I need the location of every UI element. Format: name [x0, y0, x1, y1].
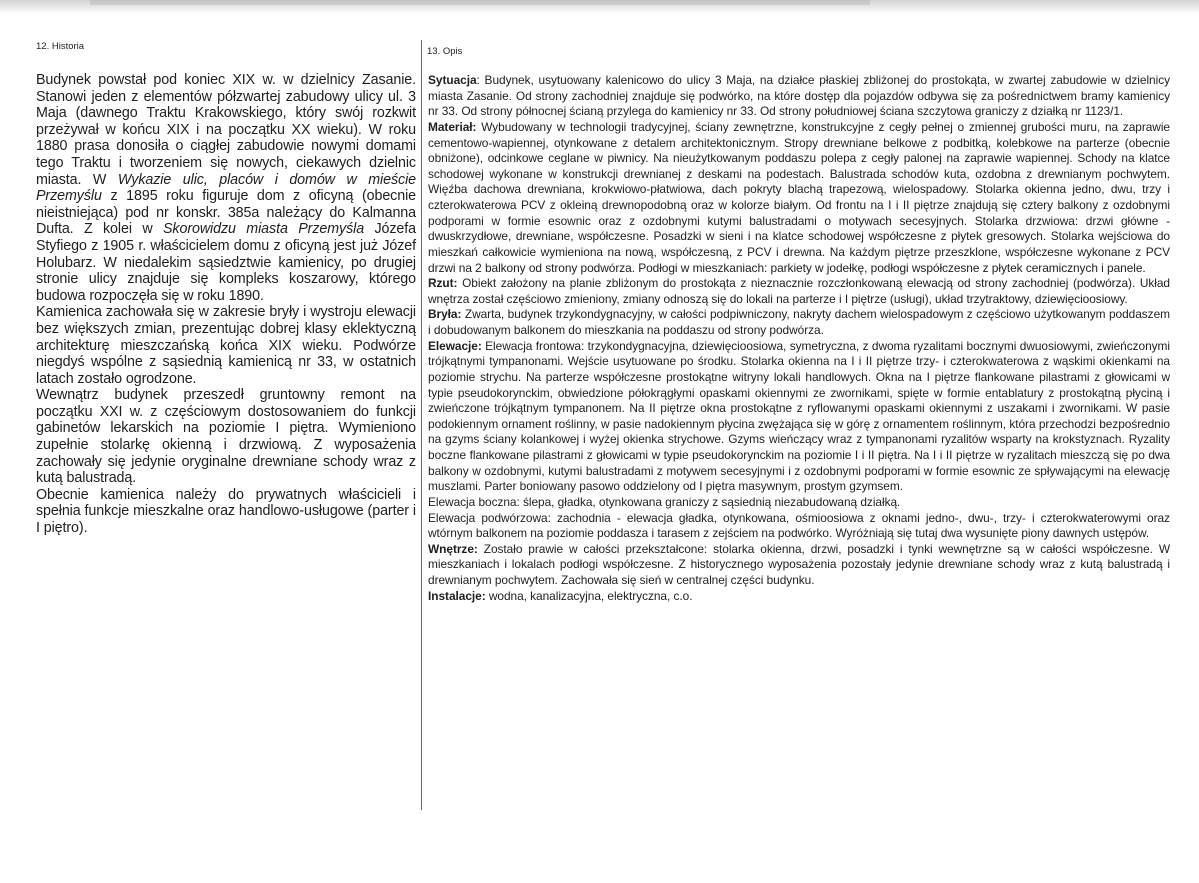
history-text: Budynek powstał pod koniec XIX w. w dzielnicy Zasanie. Stanowi jeden z elementów półzwartej zabudowy ulicy ul. 3 Maja (dawnego Traktu Krakowskiego, który swój rozkwit przeżywał w końcu XIX i na początku XX wieku). W roku 1880 prasa donosiła o ciągłej zabudowie nowymi domami tego Traktu i tworzeniem się nowych, ciekawych dzielnic miasta. W: [36, 72, 416, 188]
desc-label: Wnętrze:: [428, 541, 478, 556]
desc-label: Elewacje:: [428, 338, 482, 353]
history-text: z 1895 roku figuruje dom z oficyną (obecnie nieistniejąca) pod nr konskr. 385a należący do Kalmanna Dufta. Z kolei w: [36, 188, 416, 238]
desc-text: : Budynek, usytuowany kalenicowo do ulicy 3 Maja, na działce płaskiej zbliżonej do prostokąta, w zwartej zabudowie w dzielnicy miasta Zasanie. Od strony zachodniej znajduje się podwórko, na które dostęp dla pojazdów odbywa się za pośrednictwem bramy kamienicy nr 33. Od strony północnej ścianą przylega do kamienicy nr 33. Od strony południowej ściana szczytowa graniczy z działką nr 1123/1.: [428, 73, 1170, 119]
desc-text: Zwarta, budynek trzykondygnacyjny, w całości podpiwniczony, nakryty dachem wielospadowym z częściowo użytkowanym poddaszem i dobudowanym balkonem do mieszkania na poddaszu od strony podwórza.: [428, 307, 1170, 337]
desc-text: Elewacja frontowa: trzykondygnacyjna, dziewięcioosiowa, symetryczna, z dwoma ryzalitami bocznymi dwuosiowymi, zwieńczonymi trójkątnymi tympanonami. Wejście usytuowane po środku. Stolarka okienna na I i II piętrze trzy- i czterokwaterowa z wąskimi okienkami na poziomie strychu. Na parterze współczesne prostokątne witryny lokali handlowych. Okna na I piętrze flankowane pilastrami z głowicami w typie pseudokorynckim, obwiedzione półokrągłymi opaskami okiennymi ze zwornikami, spięte w formie entablatury z prostokątną płyciną i zwieńczone trójkątnym tympanonem. Na II piętrze okna prostokątne z ryflowanymi opaskami okiennymi z uszakami i zwornikami. W pasie podokiennym ornament roślinny, w pasie nadokiennym płycina zwężająca się w górę z ornamentem roślinnym, która przechodzi bezpośrednio na gzyms ściany kolankowej i wyżej okienka strychowe. Gzyms wieńczący wraz z tympanonami ryzalitów wsparty na krokstyznach. Ryzality boczne flankowane pilastrami z głowicami w typie pseudokorynckim na poziomie I i II piętra. Na I i II piętrze w ryzalitach mieszczą się po dwa balkony w ozdobnymi, kutymi balustradami z motywem secesyjnymi i z ozdobnymi podporami w formie esownic ze spływającymi na elewację muszlami. Parter boniowany pasowo oddzielony od I piętra masywnym, prostym gzymsem.: [428, 338, 1170, 494]
desc-instalacje: [428, 589, 1170, 605]
desc-elewacja-boczna: Elewacja boczna: ślepa, gładka, otynkowana graniczy z sąsiednią niezabudowaną działką.: [428, 494, 901, 509]
scan-shadow: [0, 0, 1199, 14]
desc-text: Zostało prawie w całości przekształcone: stolarka okienna, drzwi, posadzki i tynki wewnętrzne są w całości współczesne. W mieszkaniach i lokalach podłogi współczesne. Z historycznego wyposażenia pozostały jedynie drewniane schody wraz z kutą balustradą i drewnianym pochwytem. Zachowała się sień w centralnej części budynku.: [428, 541, 1170, 587]
section-title-history: 12. Historia: [36, 41, 85, 52]
desc-label: Instalacje:: [428, 588, 486, 603]
column-divider: [421, 40, 422, 810]
desc-material: [428, 120, 1170, 276]
history-paragraph-1: [36, 72, 416, 304]
desc-sytuacja: [428, 73, 1170, 120]
desc-label: Materiał:: [428, 119, 477, 134]
desc-rzut: [428, 276, 1170, 307]
desc-label: Rzut:: [428, 276, 458, 291]
desc-elewacja-podworzowa: Elewacja podwórzowa: zachodnia - elewacja gładka, otynkowana, ośmioosiowa z oknami jedno-, dwu-, trzy- i czterokwaterowymi oraz wtórnym balkonem na poziomie poddasza i tarasem z zejściem na podwórko. Wyróżniają się tutaj dwa wysunięte piony dawnych ustępów.: [428, 510, 1170, 541]
history-text: Józefa Styfiego z 1905 r. właścicielem domu z oficyną jest już Józef Holubarz. W niedalekim sąsiedztwie kamienicy, po drugiej stronie ulicy znajduje się kompleks koszarowy, którego budowa rozpoczęła się w roku 1890.: [36, 221, 417, 304]
history-paragraph-4: Obecnie kamienica należy do prywatnych właścicieli i spełnia funkcje mieszkalne oraz handlowo-usługowe (parter i I piętro).: [36, 486, 416, 537]
source-title: Wykazie ulic, placów i domów w mieście Przemyślu: [36, 171, 416, 205]
desc-label: Bryła:: [428, 307, 462, 322]
source-title: Skorowidzu miasta Przemyśla: [162, 221, 365, 238]
desc-text: Wybudowany w technologii tradycyjnej, ściany zewnętrzne, konstrukcyjne z cegły pełnej o zmiennej grubości muru, na zaprawie cementowo-wapiennej, otynkowane z detalem architektonicznym. Stropy drewniane belkowe z podbitką, kolebkowe na parterze (obecnie obniżone), odcinkowe ceglane w piwnicy. Na nieużytkowanym poddaszu polepa z cegły palonej na zaprawie wapiennej. Schody na klatce schodowej wykonane w konstrukcji drewnianej z deskami na podestach. Balustrada schodów kuta, ozdobna z drewnianym pochwytem. Więźba dachowa drewniana, krokwiowo-płatwiowa, dach pokryty blachą trapezową, wielospadowy. Stolarka okienna jedno, dwu, trzy i czterokwaterowa PCV z okleiną drewnopodobną oraz w kolorze białym. Od frontu na I i II piętrze znajdują się cztery balkony z ozdobnymi podporami w formie esownic oraz z ozdobnymi kutymi balustradami o motywach secesyjnych. Stolarka drzwiowa: drzwi główne - dwuskrzydłowe, drewniane, współczesne. Posadzki w sieni i na klatce schodowej współczesne z płytek gresowych. Stolarka wejściowa do mieszkań całkowicie wymieniona na nową, współczesną, z PCV i drewna. Na każdym piętrze przeszklone, współczesne wykonane z PCV drzwi na 2 balkony od strony podwórza. Podłogi w mieszkaniach: parkiety w jodełkę, podłogi współczesne z płytek ceramicznych i panele.: [428, 119, 1170, 275]
section-title-description: 13. Opis: [427, 46, 463, 57]
desc-bryla: [428, 307, 1170, 338]
desc-label: Sytuacja: [428, 73, 477, 87]
history-column: [36, 72, 416, 537]
desc-elewacje: [428, 339, 1170, 495]
description-column: [428, 73, 1170, 604]
history-paragraph-2: Kamienica zachowała się w zakresie bryły i wystroju elewacji bez większych zmian, prezentując dobrej klasy eklektyczną architekturę mieszczańską końca XIX wieku. Podwórze niegdyś wspólne z sąsiednią kamienicą nr 33, w ostatnich latach zostało ogrodzone.: [36, 304, 416, 387]
desc-wnetrze: [428, 542, 1170, 589]
desc-text: wodna, kanalizacyjna, elektryczna, c.o.: [485, 588, 693, 603]
history-paragraph-3: Wewnątrz budynek przeszedł gruntowny remont na początku XXI w. z częściowym dostosowaniem do funkcji gabinetów lekarskich na poziomie I piętra. Wymieniono zupełnie stolarkę okienną i drzwiową. Z wyposażenia zachowały się jedynie oryginalne drewniane schody wraz z kutą balustradą.: [36, 387, 416, 487]
desc-text: Obiekt założony na planie zbliżonym do prostokąta z nieznacznie rozczłonkowaną elewacją od strony zachodniej (podwórza). Układ wnętrza został częściowo zmieniony, zmiany odnoszą się do lokali na parterze i I piętrze (usługi), układ trzytraktowy, dziewięcioosiowy.: [428, 276, 1170, 306]
